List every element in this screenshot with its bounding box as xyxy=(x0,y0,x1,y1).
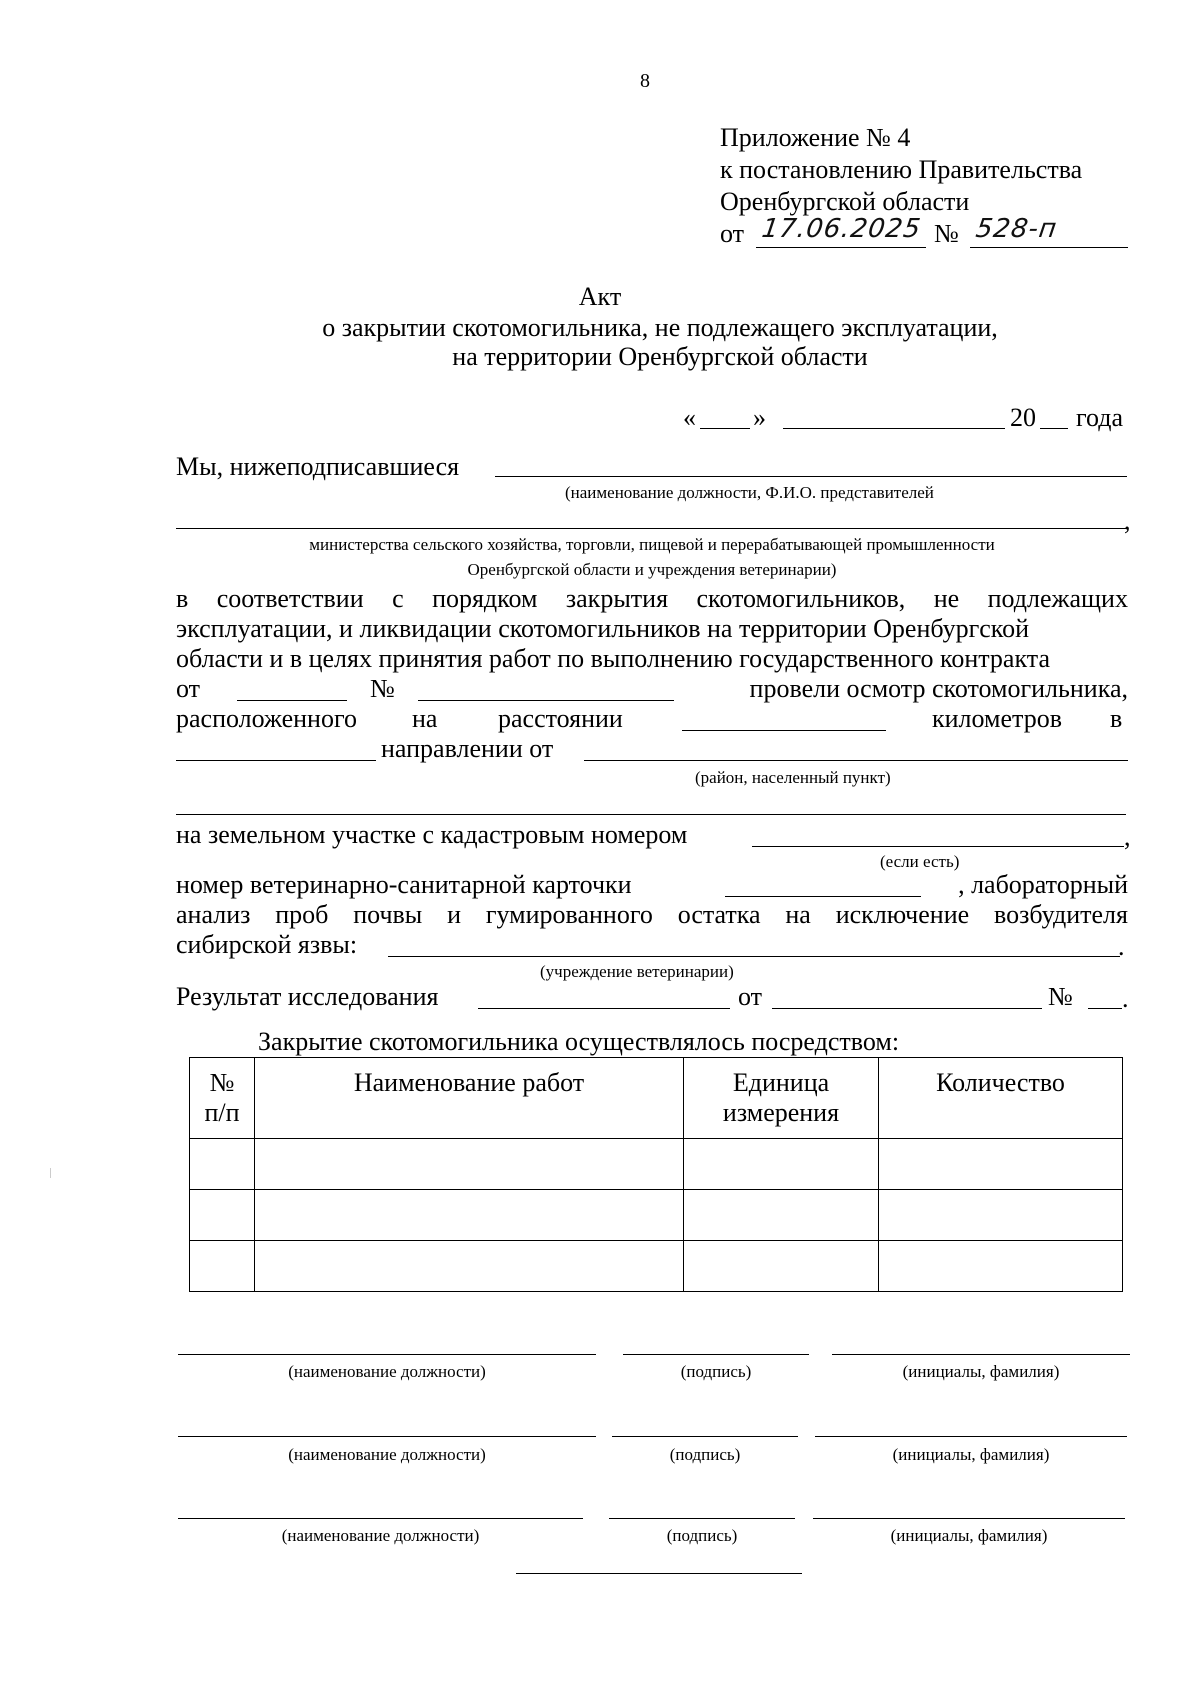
hint-ministry-1: министерства сельского хозяйства, торговли, пищевой и перерабатывающей промышленности xyxy=(309,535,995,554)
sig3-position-line[interactable] xyxy=(178,1518,583,1519)
sig1-name-label: (инициалы, фамилия) xyxy=(902,1362,1060,1381)
district-blank[interactable] xyxy=(584,760,1128,761)
title-line3: на территории Оренбургской области xyxy=(452,342,868,371)
located-word4: километров xyxy=(932,704,1062,733)
sig3-name-line[interactable] xyxy=(813,1518,1125,1519)
col-number-line2: п/п xyxy=(204,1098,240,1127)
hint-representatives: (наименование должности, Ф.И.О. представителей xyxy=(565,483,934,502)
located-word1: расположенного xyxy=(176,704,357,733)
col-unit-line2: измерения xyxy=(722,1098,840,1127)
col-number-line1: № xyxy=(209,1068,235,1097)
sig1-signature-line[interactable] xyxy=(623,1354,809,1355)
word: исключение xyxy=(835,900,970,929)
word: анализ xyxy=(176,900,251,929)
appendix-line3: Оренбургской области xyxy=(720,187,970,216)
col-unit-line1: Единица xyxy=(732,1068,830,1097)
table-cell[interactable] xyxy=(190,1241,255,1292)
contract-from: от xyxy=(176,674,201,703)
word: возбудителя xyxy=(994,900,1128,929)
sig2-signature-line[interactable] xyxy=(612,1436,798,1437)
located-word5: в xyxy=(1110,704,1123,733)
word: порядком xyxy=(432,584,538,613)
table-cell[interactable] xyxy=(879,1190,1123,1241)
sig3-position-label: (наименование должности) xyxy=(281,1526,480,1545)
sig1-position-label: (наименование должности) xyxy=(288,1362,486,1381)
word: почвы xyxy=(353,900,423,929)
anthrax-period: . xyxy=(1118,932,1125,961)
word: проб xyxy=(275,900,329,929)
anthrax-label: сибирской язвы: xyxy=(176,930,358,959)
table-header-row xyxy=(190,1058,1123,1139)
handwritten-number: 528-п xyxy=(973,214,1060,244)
table-cell[interactable] xyxy=(684,1139,879,1190)
table-cell[interactable] xyxy=(255,1139,684,1190)
sig1-position-line[interactable] xyxy=(178,1354,596,1355)
date-underline xyxy=(756,247,926,248)
contract-date-blank[interactable] xyxy=(237,700,347,701)
sig2-name-label: (инициалы, фамилия) xyxy=(892,1445,1050,1464)
table-cell[interactable] xyxy=(255,1190,684,1241)
result-from: от xyxy=(738,982,763,1011)
table-cell[interactable] xyxy=(684,1190,879,1241)
sig2-signature-label: (подпись) xyxy=(669,1445,741,1464)
col-works-header: Наименование работ xyxy=(255,1058,684,1139)
table-row xyxy=(190,1241,1123,1292)
sig2-position-label: (наименование должности) xyxy=(288,1445,486,1464)
vet-card-blank[interactable] xyxy=(725,896,921,897)
col-unit-header xyxy=(684,1058,879,1139)
sig2-name-line[interactable] xyxy=(815,1436,1127,1437)
hint-ministry-2: Оренбургской области и учреждения ветеринарии) xyxy=(467,560,837,579)
col-number-header xyxy=(190,1058,255,1139)
scan-mark xyxy=(50,1168,51,1178)
contract-number-blank[interactable] xyxy=(418,700,674,701)
lab-analysis-label: , лабораторный xyxy=(958,870,1128,899)
year-blank[interactable] xyxy=(1040,428,1068,429)
located-word2: на xyxy=(412,704,438,733)
word: не xyxy=(933,584,960,613)
cadastral-comma: , xyxy=(1124,822,1131,851)
hint-vet-institution: (учреждение ветеринарии) xyxy=(540,962,734,981)
works-table xyxy=(189,1057,1123,1292)
para1-line1 xyxy=(176,584,1128,614)
word: скотомогильников, xyxy=(696,584,906,613)
result-number-blank[interactable] xyxy=(1088,1008,1122,1009)
word: и xyxy=(447,900,462,929)
word: остатка xyxy=(677,900,761,929)
appendix-line2: к постановлению Правительства xyxy=(720,155,1083,184)
appendix-line1: Приложение № 4 xyxy=(720,123,911,152)
year-prefix: 20 xyxy=(1010,403,1036,432)
cadastral-blank[interactable] xyxy=(752,846,1124,847)
direction-blank[interactable] xyxy=(176,760,376,761)
table-cell[interactable] xyxy=(879,1139,1123,1190)
representatives-blank-2[interactable] xyxy=(176,528,1126,529)
word: закрытия xyxy=(565,584,669,613)
hint-if-any: (если есть) xyxy=(880,852,960,871)
we-signed-label: Мы, нижеподписавшиеся xyxy=(176,452,460,481)
date-close-quote: » xyxy=(753,403,766,432)
result-period: . xyxy=(1122,984,1129,1013)
word: соответствии xyxy=(216,584,364,613)
lab-line2 xyxy=(176,900,1128,930)
para1-line2: эксплуатации, и ликвидации скотомогильников на территории Оренбургской xyxy=(176,614,1030,643)
representatives-blank[interactable] xyxy=(495,476,1127,477)
cadastral-label: на земельном участке с кадастровым номером xyxy=(176,820,688,849)
district-blank-2[interactable] xyxy=(176,814,1126,815)
direction-from: направлении от xyxy=(381,734,554,763)
closure-heading: Закрытие скотомогильника осуществлялось посредством: xyxy=(258,1027,900,1056)
handwritten-date: 17.06.2025 xyxy=(759,214,923,244)
number-underline xyxy=(970,247,1128,248)
appendix-from: от xyxy=(720,219,745,248)
sig3-signature-line[interactable] xyxy=(609,1518,795,1519)
table-cell[interactable] xyxy=(684,1241,879,1292)
sig3-signature-label: (подпись) xyxy=(666,1526,738,1545)
distance-blank[interactable] xyxy=(682,730,886,731)
table-row xyxy=(190,1139,1123,1190)
table-row xyxy=(190,1190,1123,1241)
hint-district: (район, населенный пункт) xyxy=(695,768,891,787)
table-cell[interactable] xyxy=(879,1241,1123,1292)
date-open-quote: « xyxy=(683,403,696,432)
para1-line3: области и в целях принятия работ по выполнению государственного контракта xyxy=(176,644,1050,673)
col-quantity-header: Количество xyxy=(879,1058,1123,1139)
closing-rule xyxy=(516,1573,802,1574)
inspected-text: провели осмотр скотомогильника, xyxy=(749,674,1128,703)
page-number: 8 xyxy=(640,70,650,92)
appendix-number-sign: № xyxy=(934,219,959,248)
day-blank[interactable] xyxy=(700,428,750,429)
contract-no: № xyxy=(370,674,395,703)
title-line2: о закрытии скотомогильника, не подлежащего эксплуатации, xyxy=(322,313,998,342)
result-label: Результат исследования xyxy=(176,982,439,1011)
month-blank[interactable] xyxy=(783,428,1005,429)
word: подлежащих xyxy=(987,584,1128,613)
vet-institution-blank[interactable] xyxy=(388,956,1120,957)
word: гумированного xyxy=(485,900,653,929)
year-suffix: года xyxy=(1076,403,1124,432)
result-blank[interactable] xyxy=(478,1008,730,1009)
word: с xyxy=(392,584,404,613)
sig1-signature-label: (подпись) xyxy=(680,1362,752,1381)
table-cell[interactable] xyxy=(255,1241,684,1292)
sig3-name-label: (инициалы, фамилия) xyxy=(890,1526,1048,1545)
table-cell[interactable] xyxy=(190,1190,255,1241)
table-cell[interactable] xyxy=(190,1139,255,1190)
sig2-position-line[interactable] xyxy=(178,1436,596,1437)
result-no: № xyxy=(1048,982,1073,1011)
vet-card-label: номер ветеринарно-санитарной карточки xyxy=(176,870,632,899)
word: в xyxy=(176,584,189,613)
sig1-name-line[interactable] xyxy=(832,1354,1130,1355)
result-date-blank[interactable] xyxy=(772,1008,1042,1009)
located-word3: расстоянии xyxy=(498,704,623,733)
representatives-comma: , xyxy=(1124,506,1131,535)
word: на xyxy=(785,900,811,929)
title-line1: Акт xyxy=(578,282,622,311)
